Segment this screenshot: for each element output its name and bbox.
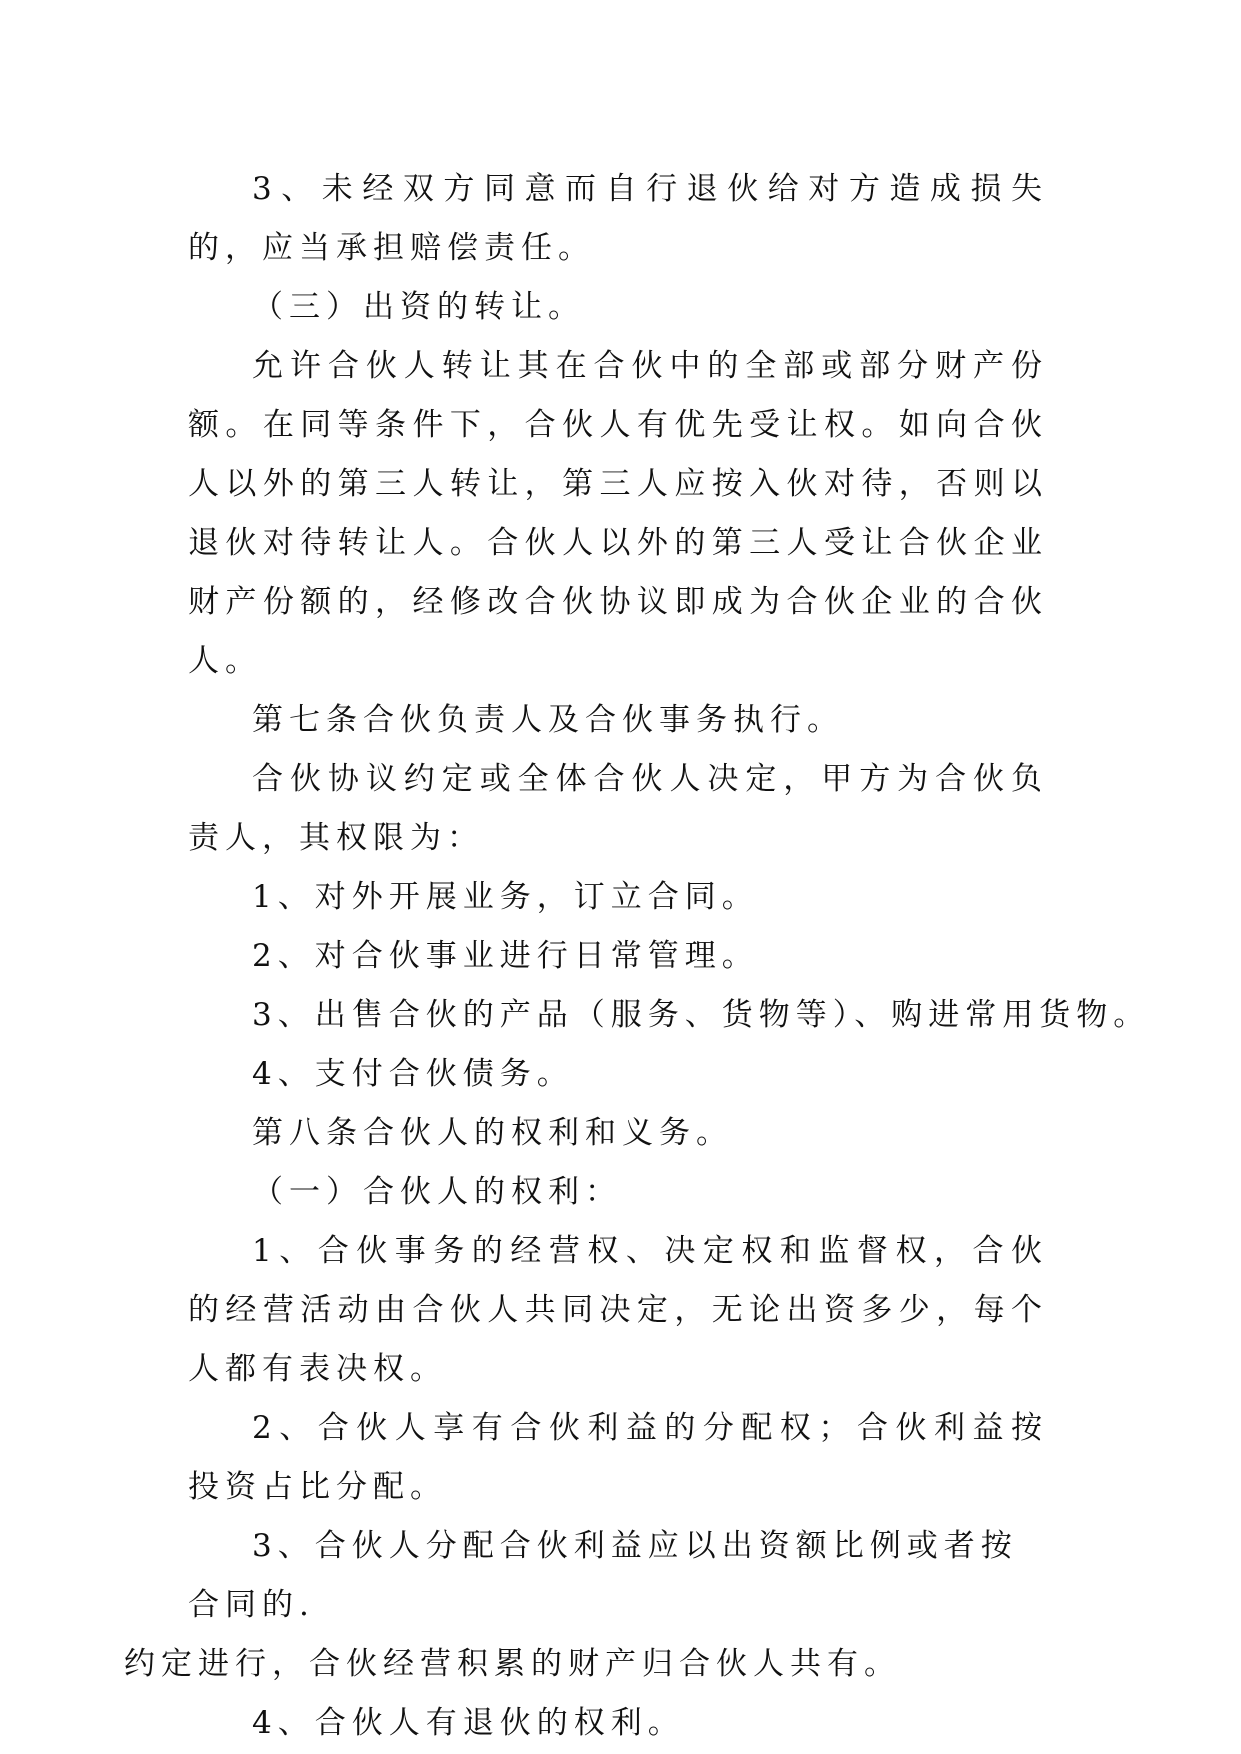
list-item-business: 1、对外开展业务，订立合同。: [252, 879, 759, 915]
paragraph-responsible-partner: 合伙协议约定或全体合伙人决定，甲方为合伙负责人，其权限为：: [188, 761, 1048, 856]
list-item-sales: 3、出售合伙的产品（服务、货物等）、购进常用货物。: [252, 997, 1151, 1033]
paragraph-transfer-rules: 允许合伙人转让其在合伙中的全部或部分财产份额。在同等条件下，合伙人有优先受让权。如向合伙人以外的第三人转让，第三人应按入伙对待，否则以退伙对待转让人。合伙人以外的第三人受让合伙企业财产份额的，经修改合伙协议即成为合伙企业的合伙人。: [188, 348, 1048, 679]
paragraph-profit-sharing-line-2: 约定进行，合伙经营积累的财产归合伙人共有。: [124, 1646, 901, 1682]
document-body: [124, 160, 1151, 1753]
heading-article-seven: 第七条合伙负责人及合伙事务执行。: [252, 702, 844, 738]
paragraph-right-distribution: 2、合伙人享有合伙利益的分配权；合伙利益按投资占比分配。: [188, 1410, 1048, 1505]
paragraph-profit-sharing: [124, 1517, 1048, 1694]
heading-partner-rights: （一）合伙人的权利：: [252, 1174, 622, 1210]
heading-capital-transfer: （三）出资的转让。: [252, 289, 585, 325]
list-item-debts: 4、支付合伙债务。: [252, 1056, 574, 1092]
paragraph-right-withdraw: 4、合伙人有退伙的权利。: [252, 1705, 685, 1741]
heading-article-eight: 第八条合伙人的权利和义务。: [252, 1115, 733, 1151]
paragraph-exit-compensation: 3、未经双方同意而自行退伙给对方造成损失的，应当承担赔偿责任。: [188, 171, 1048, 266]
paragraph-right-management: 1、合伙事务的经营权、决定权和监督权，合伙的经营活动由合伙人共同决定，无论出资多少，每个人都有表决权。: [188, 1233, 1048, 1387]
paragraph-profit-sharing-line-1: 3、合伙人分配合伙利益应以出资额比例或者按合同的.: [188, 1528, 1018, 1623]
list-item-management: 2、对合伙事业进行日常管理。: [252, 938, 759, 974]
